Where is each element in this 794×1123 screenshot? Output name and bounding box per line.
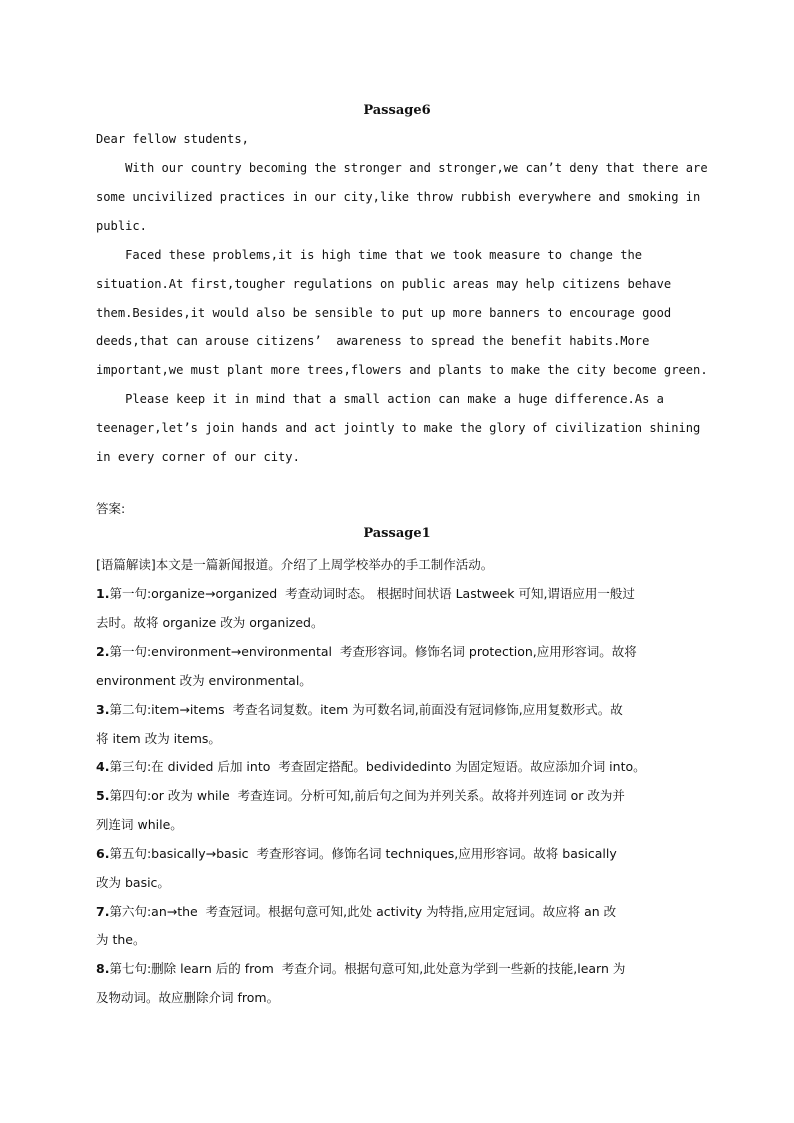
letter-line: Faced these problems,it is high time that we took measure to change the xyxy=(96,248,643,262)
answer-item-5 xyxy=(96,786,625,804)
letter-line: public. xyxy=(96,219,147,233)
passage1-title: Passage1 xyxy=(363,526,431,541)
answer-text: 第四句:or 改为 while 考查连词。分析可知,前后句之间为并列关系。故将并列连词 or 改为并 xyxy=(109,788,625,803)
answer-text: 第五句:basically→basic 考查形容词。修饰名词 techniques,应用形容词。故将 basically xyxy=(109,846,617,861)
answer-number: 3. xyxy=(96,702,110,717)
answer-text: 第三句:在 divided 后加 into 考查固定搭配。bedividedinto 为固定短语。故应添加介词 into。 xyxy=(109,759,646,774)
answer-item-3 xyxy=(96,700,623,718)
letter-line: situation.At first,tougher regulations on public areas may help citizens behave xyxy=(96,277,672,291)
answer-item-2 xyxy=(96,642,637,660)
answer-number: 2. xyxy=(96,644,110,659)
answer-item-7 xyxy=(96,902,616,920)
answer-continuation: 及物动词。故应删除介词 from。 xyxy=(96,990,280,1005)
answer-number: 6. xyxy=(96,846,110,861)
letter-line: important,we must plant more trees,flowers and plants to make the city become green. xyxy=(96,363,708,377)
letter-greeting: Dear fellow students, xyxy=(96,132,249,146)
letter-line: them.Besides,it would also be sensible to put up more banners to encourage good xyxy=(96,306,672,320)
answer-item-4 xyxy=(96,757,646,775)
letter-line: teenager,let’s join hands and act jointly to make the glory of civilization shining xyxy=(96,421,701,435)
passage6-title: Passage6 xyxy=(363,103,431,118)
answer-continuation: 为 the。 xyxy=(96,932,146,947)
letter-line: some uncivilized practices in our city,like throw rubbish everywhere and smoking in xyxy=(96,190,701,204)
answer-number: 5. xyxy=(96,788,110,803)
answer-text: 第一句:environment→environmental 考查形容词。修饰名词 protection,应用形容词。故将 xyxy=(109,644,637,659)
answer-number: 1. xyxy=(96,586,110,601)
letter-line: in every corner of our city. xyxy=(96,450,300,464)
answer-item-6 xyxy=(96,844,617,862)
answer-text: 第七句:删除 learn 后的 from 考查介词。根据句意可知,此处意为学到一些新的技能,learn 为 xyxy=(109,961,626,976)
answer-continuation: 列连词 while。 xyxy=(96,817,183,832)
answer-item-8 xyxy=(96,959,625,977)
answer-number: 7. xyxy=(96,904,110,919)
answer-number: 8. xyxy=(96,961,110,976)
answer-continuation: environment 改为 environmental。 xyxy=(96,673,312,688)
letter-line: Please keep it in mind that a small action can make a huge difference.As a xyxy=(96,392,664,406)
answer-item-1 xyxy=(96,584,635,602)
letter-line: deeds,that can arouse citizens’ awareness to spread the benefit habits.More xyxy=(96,334,650,348)
answer-continuation: 改为 basic。 xyxy=(96,875,170,890)
answer-text: 第二句:item→items 考查名词复数。item 为可数名词,前面没有冠词修饰,应用复数形式。故 xyxy=(109,702,623,717)
answer-number: 4. xyxy=(96,759,110,774)
answer-continuation: 去时。故将 organize 改为 organized。 xyxy=(96,615,324,630)
answer-text: 第一句:organize→organized 考查动词时态。 根据时间状语 Lastweek 可知,谓语应用一般过 xyxy=(109,586,635,601)
answer-text: 第六句:an→the 考查冠词。根据句意可知,此处 activity 为特指,应用定冠词。故应将 an 改 xyxy=(109,904,617,919)
letter-line: With our country becoming the stronger and stronger,we can’t deny that there are xyxy=(96,161,708,175)
answer-continuation: 将 item 改为 items。 xyxy=(96,731,221,746)
reading-intro: [语篇解读]本文是一篇新闻报道。介绍了上周学校举办的手工制作活动。 xyxy=(96,557,494,572)
answers-label: 答案: xyxy=(96,501,126,516)
